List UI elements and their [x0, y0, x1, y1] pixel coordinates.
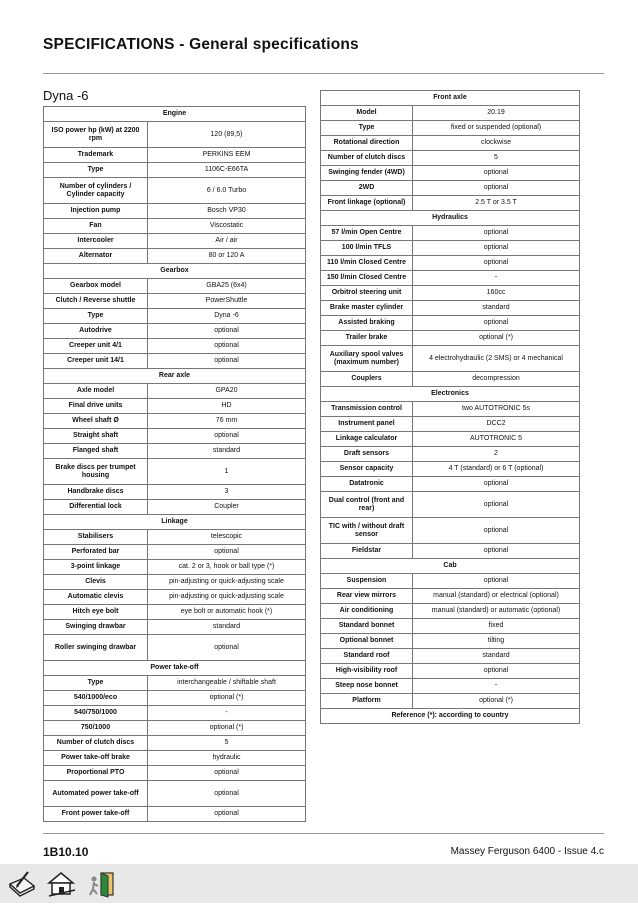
spec-label: Automatic clevis: [44, 590, 148, 605]
spec-label: Differential lock: [44, 500, 148, 515]
spec-label: 540/1000/eco: [44, 691, 148, 706]
spec-value: fixed or suspended (optional): [413, 121, 580, 136]
spec-label: Fan: [44, 219, 148, 234]
section-heading: Gearbox: [44, 264, 306, 279]
spec-value: optional: [413, 166, 580, 181]
spec-row: [44, 620, 306, 635]
section-heading: Front axle: [321, 91, 580, 106]
spec-label: Gearbox model: [44, 279, 148, 294]
spec-value: interchangeable / shiftable shaft: [148, 676, 306, 691]
spec-value: clockwise: [413, 136, 580, 151]
spec-label: Brake discs per trumpet housing: [44, 459, 148, 485]
spec-value: optional: [413, 518, 580, 544]
spec-row: [321, 181, 580, 196]
spec-label: 100 l/min TFLS: [321, 241, 413, 256]
spec-row: [44, 324, 306, 339]
spec-table-left: [43, 106, 306, 822]
spec-row: [321, 402, 580, 417]
spec-label: Clevis: [44, 575, 148, 590]
spec-row: [44, 766, 306, 781]
spec-value: Viscostatic: [148, 219, 306, 234]
spec-row: [44, 249, 306, 264]
spec-label: Assisted braking: [321, 316, 413, 331]
spec-label: Orbitrol steering unit: [321, 286, 413, 301]
section-row: [321, 559, 580, 574]
spec-row: [321, 589, 580, 604]
spec-value: 160cc: [413, 286, 580, 301]
spec-row: [44, 807, 306, 822]
spec-row: [44, 485, 306, 500]
spec-value: optional: [413, 241, 580, 256]
spec-value: telescopic: [148, 530, 306, 545]
spec-row: [44, 721, 306, 736]
section-row: [321, 387, 580, 402]
spec-value: PowerShuttle: [148, 294, 306, 309]
section-row: [44, 264, 306, 279]
spec-label: Dual control (front and rear): [321, 492, 413, 518]
spec-label: Linkage calculator: [321, 432, 413, 447]
spec-row: [44, 545, 306, 560]
spec-label: Transmission control: [321, 402, 413, 417]
spec-row: [321, 417, 580, 432]
spec-label: Couplers: [321, 372, 413, 387]
spec-value: standard: [148, 620, 306, 635]
spec-table-right: [320, 90, 580, 724]
spec-value: 1: [148, 459, 306, 485]
spec-row: [321, 664, 580, 679]
spec-value: 4 electrohydraulic (2 SMS) or 4 mechanical: [413, 346, 580, 372]
spec-label: Model: [321, 106, 413, 121]
spec-label: ISO power hp (kW) at 2200 rpm: [44, 122, 148, 148]
spec-row: [321, 151, 580, 166]
spec-label: 3-point linkage: [44, 560, 148, 575]
spec-value: optional: [413, 664, 580, 679]
spec-value: optional: [413, 256, 580, 271]
spec-value: hydraulic: [148, 751, 306, 766]
spec-label: Intercooler: [44, 234, 148, 249]
spec-label: Suspension: [321, 574, 413, 589]
page-title: SPECIFICATIONS - General specifications: [43, 36, 359, 53]
spec-row: [44, 204, 306, 219]
spec-value: HD: [148, 399, 306, 414]
spec-label: Draft sensors: [321, 447, 413, 462]
spec-value: optional: [148, 766, 306, 781]
spec-value: Air / air: [148, 234, 306, 249]
spec-value: eye bolt or automatic hook (*): [148, 605, 306, 620]
spec-label: Autodrive: [44, 324, 148, 339]
spec-row: [321, 477, 580, 492]
spec-label: Rear view mirrors: [321, 589, 413, 604]
spec-label: Auxiliary spool valves (maximum number): [321, 346, 413, 372]
spec-row: [321, 694, 580, 709]
spec-label: Number of clutch discs: [321, 151, 413, 166]
spec-value: cat. 2 or 3, hook or ball type (*): [148, 560, 306, 575]
spec-row: [321, 518, 580, 544]
spec-row: [321, 544, 580, 559]
spec-row: [321, 619, 580, 634]
spec-label: Type: [321, 121, 413, 136]
spec-row: [44, 339, 306, 354]
spec-label: Type: [44, 163, 148, 178]
spec-label: Wheel shaft Ø: [44, 414, 148, 429]
spec-value: GBA25 (6x4): [148, 279, 306, 294]
spec-row: [321, 634, 580, 649]
spec-row: [321, 649, 580, 664]
spec-value: pin-adjusting or quick-adjusting scale: [148, 590, 306, 605]
spec-row: [44, 635, 306, 661]
spec-label: Trailer brake: [321, 331, 413, 346]
spec-label: Trademark: [44, 148, 148, 163]
spec-row: [44, 279, 306, 294]
spec-row: [44, 148, 306, 163]
home-button[interactable]: [46, 868, 78, 900]
spec-value: 2.5 T or 3.5 T: [413, 196, 580, 211]
spec-label: Standard roof: [321, 649, 413, 664]
spec-row: [44, 163, 306, 178]
spec-label: Number of clutch discs: [44, 736, 148, 751]
section-row: [321, 709, 580, 724]
spec-row: [321, 106, 580, 121]
section-row: [44, 515, 306, 530]
spec-row: [44, 444, 306, 459]
exit-door-icon: [86, 868, 118, 900]
spec-value: standard: [148, 444, 306, 459]
spec-row: [321, 166, 580, 181]
spec-row: [321, 301, 580, 316]
spec-label: Brake master cylinder: [321, 301, 413, 316]
spec-value: Coupler: [148, 500, 306, 515]
spec-value: optional: [413, 181, 580, 196]
spec-row: [44, 122, 306, 148]
spec-row: [321, 604, 580, 619]
spec-value: optional (*): [148, 691, 306, 706]
spec-label: Fieldstar: [321, 544, 413, 559]
spec-row: [321, 226, 580, 241]
spec-label: Hitch eye bolt: [44, 605, 148, 620]
section-row: [44, 107, 306, 122]
spec-label: Swinging fender (4WD): [321, 166, 413, 181]
notepad-pencil-icon: [6, 868, 38, 900]
spec-value: optional: [413, 544, 580, 559]
spec-label: Creeper unit 4/1: [44, 339, 148, 354]
spec-value: 4 T (standard) or 6 T (optional): [413, 462, 580, 477]
spec-value: optional: [148, 545, 306, 560]
spec-value: optional: [148, 635, 306, 661]
spec-row: [321, 574, 580, 589]
section-row: [44, 661, 306, 676]
spec-row: [321, 372, 580, 387]
spec-value: optional: [413, 574, 580, 589]
model-subtitle: Dyna -6: [43, 88, 89, 103]
spec-label: Perforated bar: [44, 545, 148, 560]
spec-label: Optional bonnet: [321, 634, 413, 649]
spec-value: fixed: [413, 619, 580, 634]
spec-row: [321, 432, 580, 447]
spec-row: [321, 447, 580, 462]
spec-label: Type: [44, 309, 148, 324]
spec-label: Final drive units: [44, 399, 148, 414]
spec-label: High-visibility roof: [321, 664, 413, 679]
spec-value: decompression: [413, 372, 580, 387]
spec-row: [44, 459, 306, 485]
spec-label: Injection pump: [44, 204, 148, 219]
spec-value: optional: [148, 339, 306, 354]
spec-label: Type: [44, 676, 148, 691]
spec-label: Sensor capacity: [321, 462, 413, 477]
spec-label: 540/750/1000: [44, 706, 148, 721]
spec-value: 2: [413, 447, 580, 462]
spec-value: optional: [148, 781, 306, 807]
section-row: [44, 369, 306, 384]
spec-row: [321, 316, 580, 331]
spec-value: AUTOTRONIC 5: [413, 432, 580, 447]
spec-label: TIC with / without draft sensor: [321, 518, 413, 544]
spec-label: Automated power take-off: [44, 781, 148, 807]
spec-value: 20.19: [413, 106, 580, 121]
document-reference: Massey Ferguson 6400 - Issue 4.c: [450, 846, 604, 857]
spec-value: optional: [413, 477, 580, 492]
spec-row: [321, 121, 580, 136]
section-row: [321, 91, 580, 106]
section-heading: Hydraulics: [321, 211, 580, 226]
spec-label: Instrument panel: [321, 417, 413, 432]
spec-value: GPA20: [148, 384, 306, 399]
spec-label: Front power take-off: [44, 807, 148, 822]
spec-row: [44, 575, 306, 590]
spec-row: [321, 286, 580, 301]
spec-value: 5: [413, 151, 580, 166]
spec-value: optional: [413, 226, 580, 241]
section-heading: Electronics: [321, 387, 580, 402]
spec-value: 5: [148, 736, 306, 751]
spec-value: optional: [413, 316, 580, 331]
spec-row: [44, 751, 306, 766]
notes-button[interactable]: [6, 868, 38, 900]
spec-label: Stabilisers: [44, 530, 148, 545]
spec-row: [44, 781, 306, 807]
spec-label: Creeper unit 14/1: [44, 354, 148, 369]
spec-label: 57 l/min Open Centre: [321, 226, 413, 241]
spec-row: [321, 679, 580, 694]
section-heading: Engine: [44, 107, 306, 122]
spec-label: Axle model: [44, 384, 148, 399]
spec-value: optional: [148, 354, 306, 369]
spec-value: Dyna -6: [148, 309, 306, 324]
spec-row: [44, 294, 306, 309]
spec-row: [44, 384, 306, 399]
spec-value: DCC2: [413, 417, 580, 432]
section-heading: Linkage: [44, 515, 306, 530]
spec-row: [44, 560, 306, 575]
spec-label: Rotational direction: [321, 136, 413, 151]
spec-value: tilting: [413, 634, 580, 649]
exit-button[interactable]: [86, 868, 118, 900]
spec-row: [321, 462, 580, 477]
spec-label: Straight shaft: [44, 429, 148, 444]
section-row: [321, 211, 580, 226]
spec-row: [44, 691, 306, 706]
spec-value: pin-adjusting or quick-adjusting scale: [148, 575, 306, 590]
spec-row: [44, 234, 306, 249]
spec-label: 150 l/min Closed Centre: [321, 271, 413, 286]
section-heading: Rear axle: [44, 369, 306, 384]
spec-row: [44, 676, 306, 691]
spec-row: [44, 219, 306, 234]
spec-value: 80 or 120 A: [148, 249, 306, 264]
spec-value: 6 / 6.0 Turbo: [148, 178, 306, 204]
spec-value: 1106C-E66TA: [148, 163, 306, 178]
section-heading: Power take-off: [44, 661, 306, 676]
spec-label: Standard bonnet: [321, 619, 413, 634]
page-code: 1B10.10: [43, 845, 89, 859]
spec-value: optional (*): [413, 331, 580, 346]
spec-row: [44, 706, 306, 721]
spec-row: [321, 256, 580, 271]
spec-label: Roller swinging drawbar: [44, 635, 148, 661]
spec-value: optional: [148, 429, 306, 444]
spec-row: [321, 196, 580, 211]
spec-label: 750/1000: [44, 721, 148, 736]
footer-divider: [43, 833, 604, 834]
spec-row: [321, 346, 580, 372]
spec-row: [44, 309, 306, 324]
spec-value: -: [148, 706, 306, 721]
spec-label: Swinging drawbar: [44, 620, 148, 635]
section-heading: Cab: [321, 559, 580, 574]
spec-row: [321, 331, 580, 346]
spec-label: Flanged shaft: [44, 444, 148, 459]
header-divider: [43, 73, 604, 74]
spec-value: 3: [148, 485, 306, 500]
spec-row: [44, 429, 306, 444]
spec-value: 120 (89,5): [148, 122, 306, 148]
spec-label: Power take-off brake: [44, 751, 148, 766]
spec-label: Alternator: [44, 249, 148, 264]
spec-value: manual (standard) or electrical (optional): [413, 589, 580, 604]
spec-label: Platform: [321, 694, 413, 709]
spec-row: [321, 492, 580, 518]
spec-value: -: [413, 271, 580, 286]
spec-value: two AUTOTRONIC 5s: [413, 402, 580, 417]
nav-bar: [0, 864, 638, 903]
spec-row: [321, 271, 580, 286]
spec-value: manual (standard) or automatic (optional): [413, 604, 580, 619]
house-icon: [46, 868, 78, 900]
spec-value: PERKINS EEM: [148, 148, 306, 163]
spec-value: standard: [413, 649, 580, 664]
spec-value: Bosch VP30: [148, 204, 306, 219]
spec-value: optional: [148, 324, 306, 339]
spec-value: optional (*): [148, 721, 306, 736]
spec-label: Datatronic: [321, 477, 413, 492]
spec-row: [321, 136, 580, 151]
spec-label: Proportional PTO: [44, 766, 148, 781]
spec-row: [44, 500, 306, 515]
spec-value: -: [413, 679, 580, 694]
spec-label: Clutch / Reverse shuttle: [44, 294, 148, 309]
spec-row: [44, 399, 306, 414]
spec-row: [44, 530, 306, 545]
spec-value: 76 mm: [148, 414, 306, 429]
spec-label: Number of cylinders / Cylinder capacity: [44, 178, 148, 204]
spec-label: Front linkage (optional): [321, 196, 413, 211]
spec-row: [44, 354, 306, 369]
spec-row: [321, 241, 580, 256]
spec-row: [44, 414, 306, 429]
spec-row: [44, 178, 306, 204]
spec-label: Steep nose bonnet: [321, 679, 413, 694]
spec-value: optional (*): [413, 694, 580, 709]
spec-label: Air conditioning: [321, 604, 413, 619]
spec-label: Handbrake discs: [44, 485, 148, 500]
spec-value: standard: [413, 301, 580, 316]
section-heading: Reference (*): according to country: [321, 709, 580, 724]
spec-row: [44, 605, 306, 620]
spec-row: [44, 736, 306, 751]
spec-value: optional: [148, 807, 306, 822]
spec-label: 110 l/min Closed Centre: [321, 256, 413, 271]
spec-label: 2WD: [321, 181, 413, 196]
spec-value: optional: [413, 492, 580, 518]
spec-row: [44, 590, 306, 605]
